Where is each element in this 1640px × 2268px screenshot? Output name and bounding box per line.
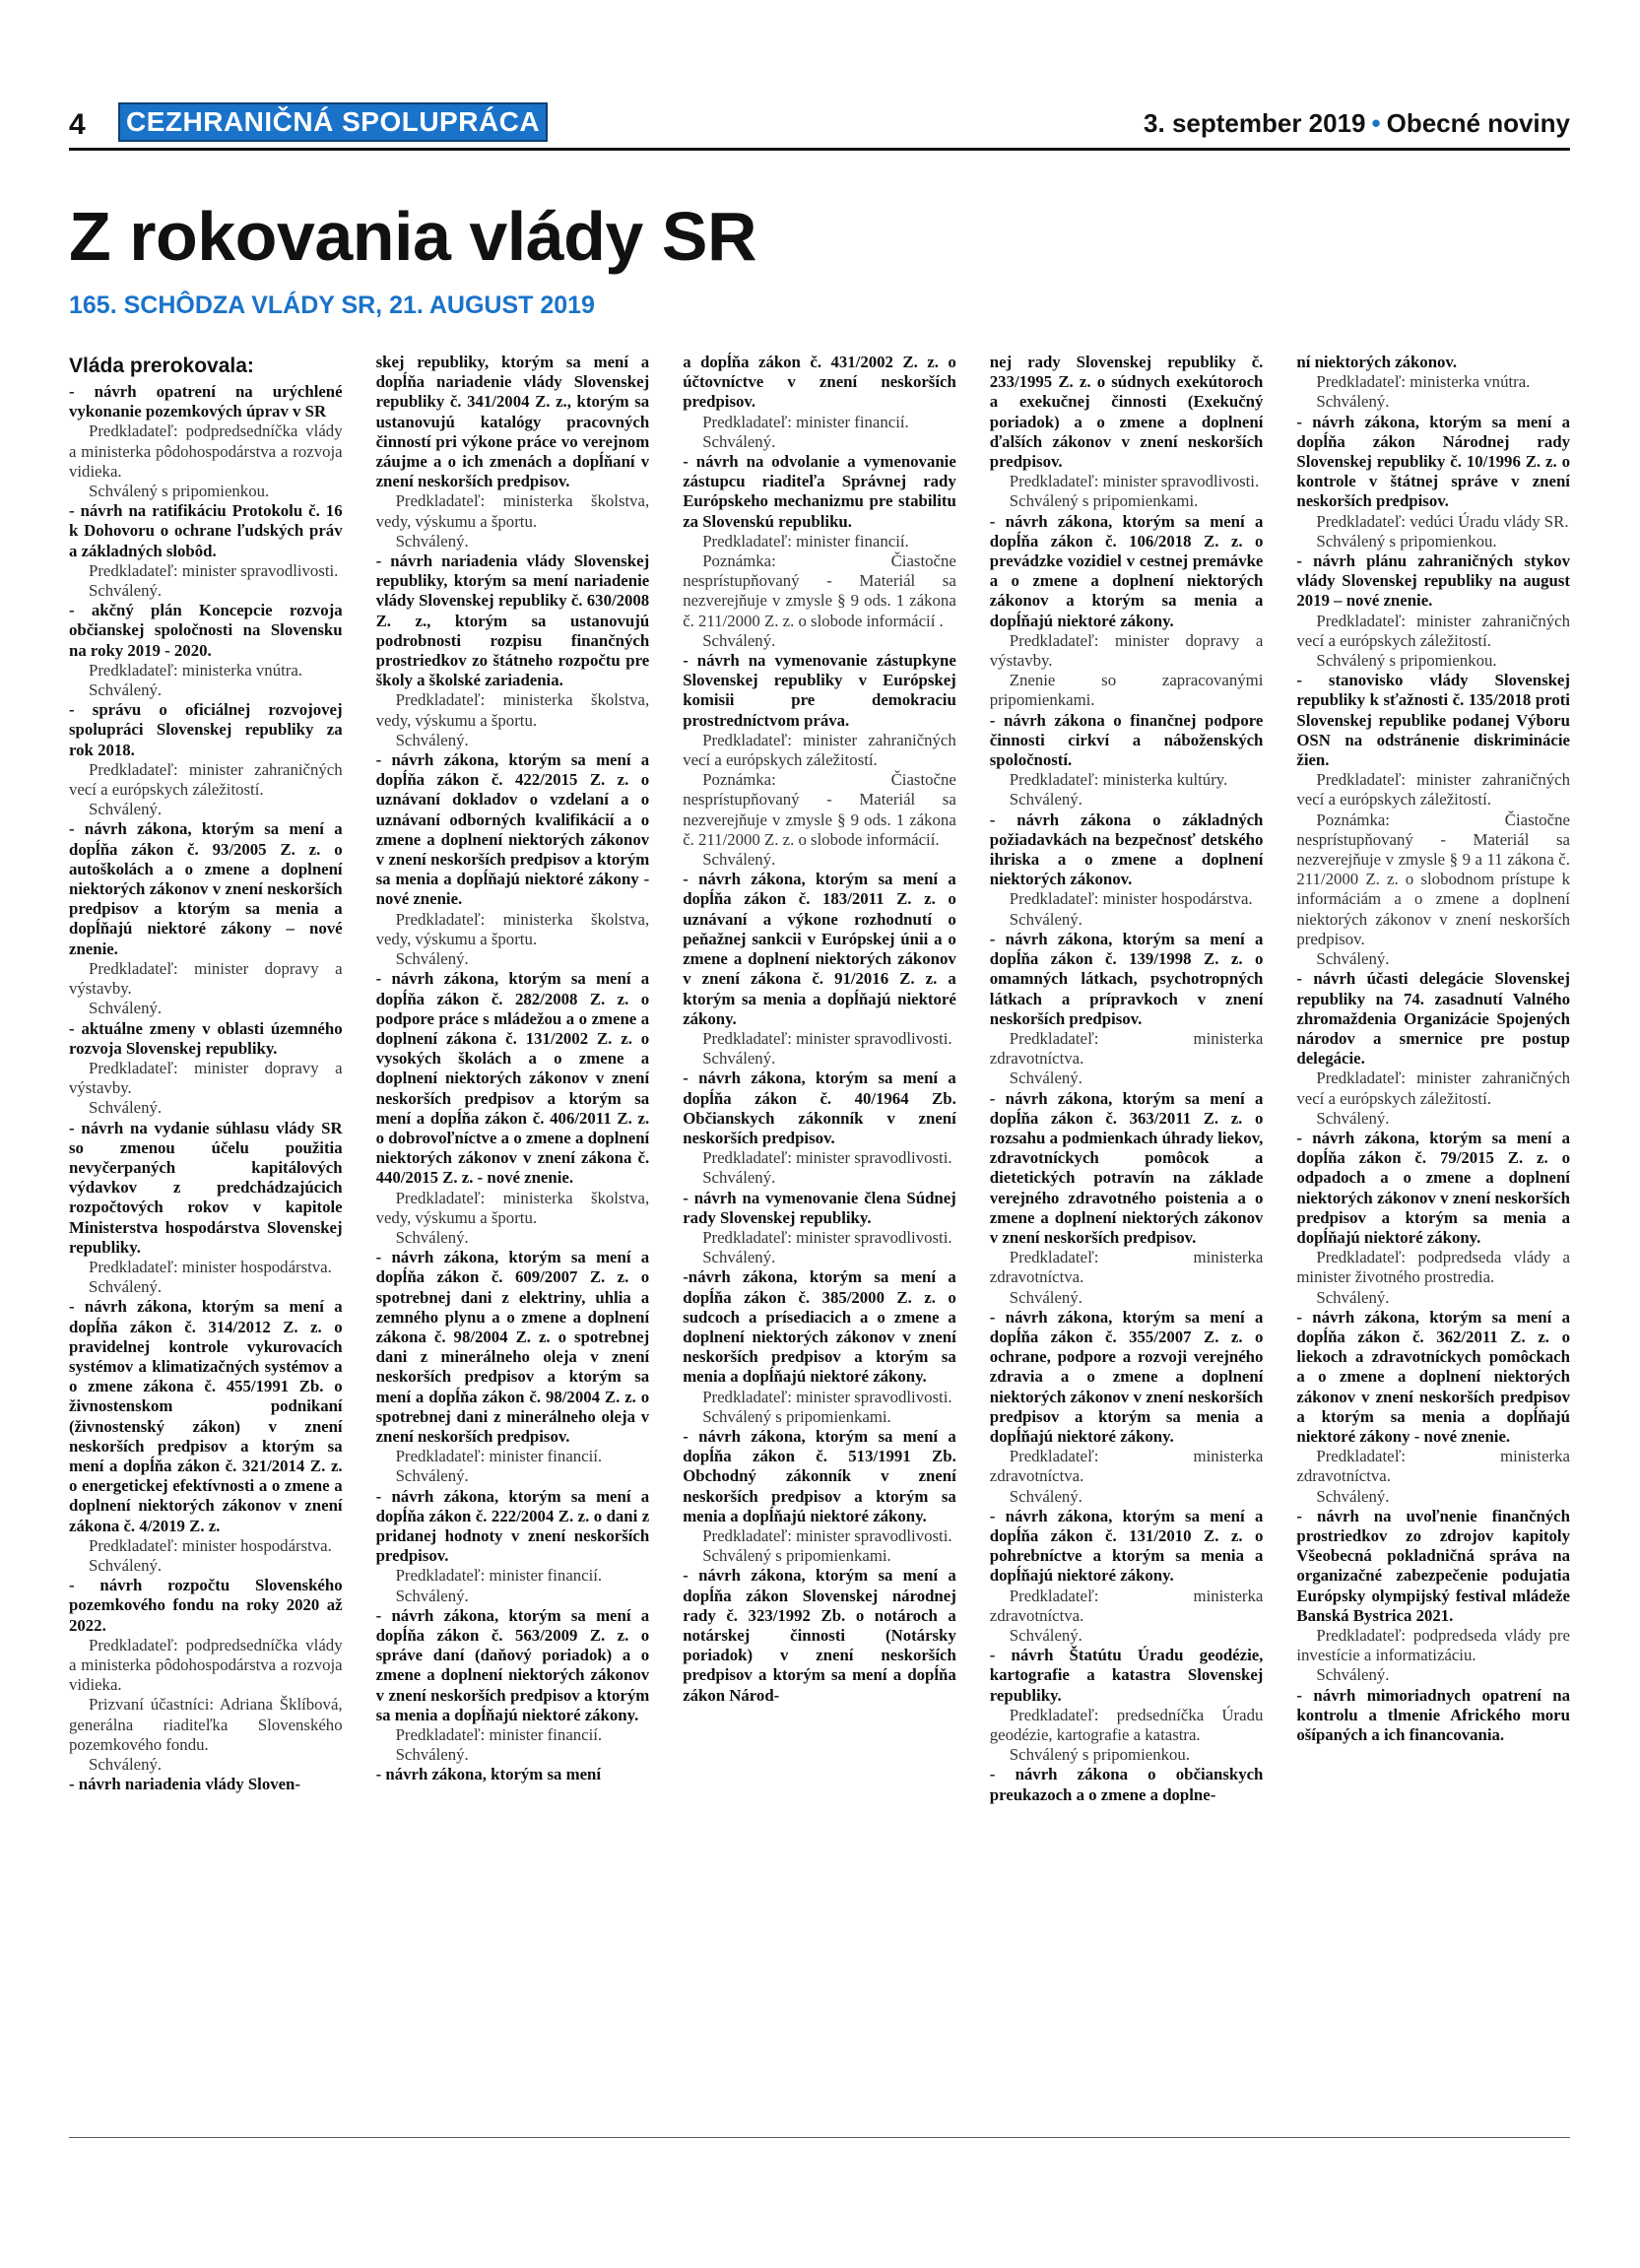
agenda-note: Schválený. <box>1009 1069 1082 1088</box>
agenda-note: Predkladateľ: vedúci Úradu vlády SR. <box>1316 511 1569 531</box>
agenda-note: Predkladateľ: minister financií. <box>395 1725 603 1745</box>
agenda-note: Schválený. <box>702 1248 776 1267</box>
agenda-note: Predkladateľ: minister dopravy a výstavby. <box>69 958 343 999</box>
agenda-item: - návrh zákona, ktorým sa mení a dopĺňa zákon č. 355/2007 Z. z. o ochrane, podpore a rozvoji verejného zdravia a o zmene a doplnení niektorých zákonov v znení neskorších predpisov a ktorým sa menia a dopĺňajú niektoré zákony. <box>989 1307 1264 1446</box>
agenda-item: - návrh nariadenia vlády Sloven- <box>69 1775 300 1794</box>
header-rule <box>69 148 1570 151</box>
agenda-note: Predkladateľ: minister financií. <box>702 412 909 431</box>
agenda-note: Predkladateľ: minister spravodlivosti. <box>89 560 339 580</box>
lead-label: Vláda prerokovala: <box>69 355 254 377</box>
agenda-note: Schválený s pripomienkami. <box>702 1546 891 1566</box>
column-5 <box>1296 353 1570 2106</box>
agenda-item: - návrh zákona, ktorým sa mení a dopĺňa zákon č. 513/1991 Zb. Obchodný zákonník v znení neskorších predpisov a ktorým sa menia a dopĺňajú niektoré zákony. <box>683 1426 956 1525</box>
agenda-note: Predkladateľ: ministerka zdravotníctva. <box>989 1447 1264 1486</box>
agenda-note: Znenie so zapracovanými pripomienkami. <box>989 671 1264 710</box>
agenda-item: - návrh Štatútu Úradu geodézie, kartografie a katastra Slovenskej republiky. <box>989 1646 1264 1705</box>
agenda-note: Schválený. <box>89 800 163 819</box>
agenda-note: Schválený. <box>1316 1486 1390 1506</box>
agenda-note: Schválený. <box>395 730 469 749</box>
agenda-note: Poznámka: Čiastočne nesprístupňovaný - Materiál sa nezverejňuje v zmysle § 9 a 11 zákona č. 211/2000 Z. z. o slobodnom prístupe k informáciám a o zmene a doplnení niektorých zákonov v znení neskorších predpisov. <box>1296 810 1570 948</box>
agenda-item: skej republiky, ktorým sa mení a dopĺňa nariadenie vlády Slovenskej republiky č. 341/2004 Z. z., ktorým sa ustanovujú katalógy pracovných činností pri výkone práce vo verejnom záujme a o ich zmenách a dopĺňaní v znení neskorších predpisov. <box>375 353 650 491</box>
agenda-item: - návrh zákona, ktorým sa mení a dopĺňa zákon č. 139/1998 Z. z. o omamných látkach, psychotropných látkach a prípravkoch v znení neskorších predpisov. <box>989 929 1264 1028</box>
agenda-note: Predkladateľ: minister spravodlivosti. <box>702 1227 952 1247</box>
agenda-item: - návrh zákona, ktorým sa mení a dopĺňa zákon č. 106/2018 Z. z. o prevádzke vozidiel v cestnej premávke a o zmene a doplnení niektorých zákonov a ktorým sa menia a dopĺňajú niektoré zákony. <box>989 511 1264 630</box>
agenda-note: Schválený. <box>1009 790 1082 810</box>
agenda-note: Schválený. <box>395 949 469 969</box>
agenda-item: - návrh na vydanie súhlasu vlády SR so zmenou účelu použitia nevyčerpaných kapitálových výdavkov z predchádzajúcich rozpočtových rokov v kapitole Ministerstva hospodárstva Slovenskej republiky. <box>69 1118 343 1257</box>
agenda-item: a dopĺňa zákon č. 431/2002 Z. z. o účtovníctve v znení neskorších predpisov. <box>683 353 956 412</box>
agenda-item: ní niektorých zákonov. <box>1296 353 1458 371</box>
agenda-item: - návrh zákona o základných požiadavkách na bezpečnosť detského ihriska a o zmene a doplnení niektorých zákonov. <box>989 810 1264 889</box>
agenda-note: Schválený. <box>395 1466 469 1486</box>
article-title: Z rokovania vlády SR <box>69 198 757 275</box>
agenda-note: Predkladateľ: minister zahraničných vecí a európskych záležitostí. <box>683 730 956 770</box>
agenda-item: - návrh mimoriadnych opatrení na kontrolu a tlmenie Afrického moru ošípaných a ich financovania. <box>1296 1685 1570 1745</box>
agenda-note: Poznámka: Čiastočne nesprístupňovaný - Materiál sa nezverejňuje v zmysle § 9 ods. 1 zákona č. 211/2000 Z. z. o slobode informácií . <box>683 551 956 630</box>
agenda-note: Schválený. <box>702 630 776 650</box>
article-subtitle: 165. SCHÔDZA VLÁDY SR, 21. AUGUST 2019 <box>69 292 595 319</box>
agenda-note: Predkladateľ: minister zahraničných vecí a európskych záležitostí. <box>1296 1069 1570 1108</box>
agenda-item: - návrh zákona, ktorým sa mení a dopĺňa zákon č. 79/2015 Z. z. o odpadoch a o zmene a doplnení niektorých zákonov v znení neskorších predpisov a ktorým sa menia a dopĺňajú niektoré zákony. <box>1296 1128 1570 1247</box>
agenda-note: Predkladateľ: ministerka vnútra. <box>89 660 302 680</box>
agenda-note: Predkladateľ: ministerka vnútra. <box>1316 372 1531 392</box>
agenda-note: Predkladateľ: minister hospodárstva. <box>89 1257 332 1276</box>
agenda-note: Predkladateľ: minister spravodlivosti. <box>702 1028 952 1048</box>
agenda-note: Schválený. <box>1316 1108 1390 1128</box>
agenda-item: - návrh nariadenia vlády Slovenskej republiky, ktorým sa mení nariadenie vlády Slovenskej republiky č. 630/2008 Z. z., ktorým sa ustanovujú podrobnosti rozpisu finančných prostriedkov zo štátneho rozpočtu pre školy a školské zariadenia. <box>375 551 650 690</box>
agenda-item: - návrh zákona o finančnej podpore činnosti cirkví a náboženských spoločností. <box>989 710 1264 770</box>
agenda-note: Schválený. <box>1316 1287 1390 1307</box>
agenda-note: Predkladateľ: ministerka školstva, vedy, výskumu a športu. <box>375 491 650 531</box>
agenda-note: Predkladateľ: ministerka zdravotníctva. <box>989 1248 1264 1287</box>
agenda-note: Schválený s pripomienkou. <box>1316 531 1497 551</box>
agenda-note: Schválený. <box>702 850 776 870</box>
agenda-note: Predkladateľ: minister financií. <box>395 1447 603 1466</box>
agenda-item: - návrh rozpočtu Slovenského pozemkového fondu na roky 2020 až 2022. <box>69 1576 343 1635</box>
agenda-note: Schválený. <box>702 1049 776 1069</box>
agenda-note: Schválený. <box>1009 1626 1082 1645</box>
agenda-item: - návrh účasti delegácie Slovenskej republiky na 74. zasadnutí Valného zhromaždenia Organizácie Spojených národov a smernice pre postup delegácie. <box>1296 969 1570 1069</box>
agenda-note: Schválený. <box>702 431 776 451</box>
agenda-item: - návrh zákona, ktorým sa mení a dopĺňa zákon č. 183/2011 Z. z. o uznávaní a výkone rozhodnutí o peňažnej sankcii v Európskej únii a o zmene a doplnení niektorých zákonov v znení zákona č. 91/2016 Z. z. a ktorým sa menia a dopĺňajú niektoré zákony. <box>683 870 956 1028</box>
agenda-item: - návrh zákona, ktorým sa mení a dopĺňa zákon č. 563/2009 Z. z. o správe daní (daňový poriadok) a o zmene a doplnení niektorých zákonov v znení neskorších predpisov a ktorým sa menia a dopĺňajú niektoré zákony. <box>375 1605 650 1724</box>
agenda-note: Schválený. <box>395 1586 469 1605</box>
article-body <box>69 353 1570 2106</box>
agenda-item: - návrh zákona, ktorým sa mení a dopĺňa zákon č. 93/2005 Z. z. o autoškolách a o zmene a doplnení niektorých zákonov v znení neskorších predpisov a ktorým sa menia a dopĺňajú niektoré zákony – nové znenie. <box>69 819 343 958</box>
agenda-note: Schválený. <box>1316 1665 1390 1685</box>
footer-rule <box>69 2137 1570 2138</box>
agenda-item: - návrh zákona, ktorým sa mení a dopĺňa zákon č. 222/2004 Z. z. o dani z pridanej hodnoty v znení neskorších predpisov. <box>375 1486 650 1566</box>
column-1 <box>69 353 343 2106</box>
agenda-item: - návrh na ratifikáciu Protokolu č. 16 k Dohovoru o ochrane ľudských práv a základných slobôd. <box>69 501 343 560</box>
column-3 <box>683 353 956 2106</box>
column-2 <box>376 353 650 2106</box>
agenda-note: Schválený s pripomienkami. <box>1009 491 1199 511</box>
agenda-note: Schválený. <box>89 999 163 1018</box>
agenda-note: Predkladateľ: ministerka zdravotníctva. <box>989 1028 1264 1069</box>
agenda-note: Schválený. <box>89 1277 163 1297</box>
agenda-note: Predkladateľ: ministerka školstva, vedy, výskumu a športu. <box>375 1188 650 1227</box>
agenda-note: Schválený s pripomienkou. <box>1009 1745 1190 1765</box>
agenda-item: - stanovisko vlády Slovenskej republiky k sťažnosti č. 135/2018 proti Slovenskej republike podanej Výboru OSN na odstránenie diskriminácie žien. <box>1296 671 1570 770</box>
page-number: 4 <box>69 108 86 141</box>
agenda-item: - správu o oficiálnej rozvojovej spolupráci Slovenskej republiky za rok 2018. <box>69 700 343 759</box>
agenda-note: Schválený. <box>89 581 163 601</box>
agenda-item: - akčný plán Koncepcie rozvoja občianskej spoločnosti na Slovensku na roky 2019 - 2020. <box>69 601 343 660</box>
agenda-note: Predkladateľ: minister zahraničných vecí a európskych záležitostí. <box>69 759 343 800</box>
masthead <box>1144 108 1570 139</box>
agenda-item: - návrh na uvoľnenie finančných prostriedkov zo zdrojov kapitoly Všeobecná pokladničná správa na organizačné zabezpečenie podujatia Európsky olympijský festival mládeže Banská Bystrica 2021. <box>1296 1506 1570 1625</box>
agenda-note: Predkladateľ: minister financií. <box>395 1566 603 1586</box>
agenda-note: Prizvaní účastníci: Adriana Šklíbová, generálna riaditeľka Slovenského pozemkového fondu. <box>69 1695 343 1754</box>
agenda-note: Schválený s pripomienkou. <box>89 482 270 501</box>
agenda-item: - návrh na odvolanie a vymenovanie zástupcu riaditeľa Správnej rady Európskeho mechanizmu pre stabilitu za Slovenskú republiku. <box>683 452 956 531</box>
agenda-item: - návrh plánu zahraničných stykov vlády Slovenskej republiky na august 2019 – nové znenie. <box>1296 551 1570 611</box>
agenda-item: - návrh zákona, ktorým sa mení a dopĺňa zákon č. 609/2007 Z. z. o spotrebnej dani z elektriny, uhlia a zemného plynu a o zmene a doplnení zákona č. 98/2004 Z. z. o spotrebnej dani z minerálneho oleja v znení neskorších predpisov a ktorým sa mení a dopĺňa zákon č. 98/2004 Z. z. o spotrebnej dani z minerálneho oleja v znení neskorších predpisov. <box>375 1248 650 1446</box>
page-header <box>69 102 1570 146</box>
agenda-item: - aktuálne zmeny v oblasti územného rozvoja Slovenskej republiky. <box>69 1018 343 1058</box>
agenda-item: - návrh zákona, ktorým sa mení <box>375 1765 602 1784</box>
agenda-note: Schválený. <box>1316 392 1390 412</box>
agenda-item: - návrh zákona, ktorým sa mení a dopĺňa zákon č. 422/2015 Z. z. o uznávaní dokladov o vzdelaní a o uznávaní odborných kvalifikácií a o zmene a doplnení niektorých zákonov v znení neskorších predpisov a ktorým sa menia a dopĺňajú niektoré zákony - nové znenie. <box>375 750 650 909</box>
agenda-note: Predkladateľ: ministerka školstva, vedy, výskumu a športu. <box>375 690 650 730</box>
agenda-note: Predkladateľ: ministerka kultúry. <box>1009 770 1228 790</box>
agenda-item: - návrh zákona, ktorým sa mení a dopĺňa zákon č. 40/1964 Zb. Občianskych zákonník v znení neskorších predpisov. <box>683 1069 956 1147</box>
agenda-note: Schválený. <box>89 1098 163 1118</box>
agenda-note: Predkladateľ: minister zahraničných vecí a európskych záležitostí. <box>1296 611 1570 650</box>
agenda-note: Predkladateľ: podpredsedníčka vlády a ministerka pôdohospodárstva a rozvoja vidieka. <box>69 421 343 481</box>
agenda-note: Predkladateľ: minister hospodárstva. <box>89 1535 332 1555</box>
agenda-note: Schválený. <box>702 1168 776 1188</box>
agenda-note: Schválený. <box>1009 909 1082 929</box>
agenda-note: Predkladateľ: minister dopravy a výstavby. <box>989 630 1264 671</box>
agenda-note: Predkladateľ: podpredseda vlády a minister životného prostredia. <box>1296 1248 1570 1287</box>
agenda-note: Predkladateľ: minister spravodlivosti. <box>702 1525 952 1545</box>
agenda-note: Poznámka: Čiastočne nesprístupňovaný - Materiál sa nezverejňuje v zmysle § 9 ods. 1 zákona č. 211/2000 Z. z. o slobode informácií. <box>683 770 956 849</box>
agenda-note: Schválený. <box>395 531 469 551</box>
agenda-note: Predkladateľ: minister spravodlivosti. <box>702 1148 952 1168</box>
agenda-note: Schválený. <box>395 1227 469 1247</box>
agenda-item: -návrh zákona, ktorým sa mení a dopĺňa zákon č. 385/2000 Z. z. o sudcoch a prísediacich a o zmene a doplnení niektorých zákonov v znení neskorších predpisov a ktorým sa menia a dopĺňajú niektoré zákony. <box>683 1267 956 1387</box>
agenda-note: Predkladateľ: minister dopravy a výstavby. <box>69 1058 343 1098</box>
agenda-note: Schválený. <box>89 1755 163 1775</box>
agenda-note: Schválený. <box>1009 1486 1082 1506</box>
agenda-note: Predkladateľ: podpredseda vlády pre investície a informatizáciu. <box>1296 1626 1570 1665</box>
agenda-item: - návrh na vymenovanie zástupkyne Slovenskej republiky v Európskej komisii pre demokraciu prostredníctvom práva. <box>683 651 956 730</box>
agenda-note: Predkladateľ: ministerka školstva, vedy, výskumu a športu. <box>375 909 650 948</box>
agenda-note: Predkladateľ: ministerka zdravotníctva. <box>989 1586 1264 1625</box>
agenda-item: - návrh zákona, ktorým sa mení a dopĺňa zákon č. 314/2012 Z. z. o pravidelnej kontrole vykurovacích systémov a klimatizačných systémov a o zmene zákona č. 455/1991 Zb. o živnostenskom podnikaní (živnostenský zákon) v znení neskorších predpisov a ktorým sa mení a dopĺňa zákon č. 321/2014 Z. z. o energetickej efektívnosti a o zmene a doplnení niektorých zákonov v znení zákona č. 4/2019 Z. z. <box>69 1297 343 1535</box>
agenda-note: Schválený s pripomienkami. <box>702 1406 891 1426</box>
agenda-item: - návrh zákona, ktorým sa mení a dopĺňa zákon č. 131/2010 Z. z. o pohrebníctve a ktorým sa menia a dopĺňajú niektoré zákony. <box>989 1506 1264 1586</box>
agenda-note: Schválený. <box>395 1745 469 1765</box>
agenda-note: Schválený s pripomienkou. <box>1316 651 1497 671</box>
column-4 <box>990 353 1264 2106</box>
agenda-note: Schválený. <box>1316 949 1390 969</box>
agenda-note: Predkladateľ: minister zahraničných vecí a európskych záležitostí. <box>1296 770 1570 810</box>
agenda-note: Schválený. <box>1009 1287 1082 1307</box>
agenda-note: Schválený. <box>89 1555 163 1575</box>
agenda-item: - návrh zákona, ktorým sa mení a dopĺňa zákon č. 282/2008 Z. z. o podpore práce s mládežou a o zmene a doplnení zákona č. 131/2002 Z. z. o vysokých školách a o zmene a doplnení niektorých zákonov v znení neskorších predpisov a ktorým sa mení a dopĺňa zákon č. 406/2011 Z. z. o dobrovoľníctve a o zmene a doplnení niektorých zákonov v znení zákona č. 440/2015 Z. z. - nové znenie. <box>375 969 650 1188</box>
agenda-item: - návrh opatrení na urýchlené vykonanie pozemkových úprav v SR <box>69 382 343 421</box>
agenda-item: - návrh zákona, ktorým sa mení a dopĺňa zákon č. 363/2011 Z. z. o rozsahu a podmienkach úhrady liekov, zdravotníckych pomôcok a dietetických potravín na základe verejného zdravotného poistenia a o zmene a doplnení niektorých zákonov v znení neskorších predpisov. <box>989 1088 1264 1247</box>
agenda-note: Schválený. <box>89 680 163 700</box>
agenda-note: Predkladateľ: minister hospodárstva. <box>1009 889 1253 909</box>
agenda-item: - návrh zákona, ktorým sa mení a dopĺňa zákon Národnej rady Slovenskej republiky č. 10/1996 Z. z. o kontrole v štátnej správe v znení neskorších predpisov. <box>1296 412 1570 511</box>
agenda-note: Predkladateľ: minister spravodlivosti. <box>1009 472 1260 491</box>
publication-name: Obecné noviny <box>1386 108 1570 138</box>
agenda-note: Predkladateľ: minister spravodlivosti. <box>702 1387 952 1406</box>
agenda-note: Predkladateľ: podpredsedníčka vlády a ministerka pôdohospodárstva a rozvoja vidieka. <box>69 1635 343 1695</box>
separator-dot: • <box>1371 108 1381 138</box>
issue-date: 3. september 2019 <box>1144 108 1366 138</box>
agenda-note: Predkladateľ: ministerka zdravotníctva. <box>1296 1447 1570 1486</box>
agenda-item: - návrh zákona o občianskych preukazoch a o zmene a doplne- <box>989 1765 1264 1804</box>
agenda-item: nej rady Slovenskej republiky č. 233/1995 Z. z. o súdnych exekútoroch a exekučnej činnosti (Exekučný poriadok) a o zmene a doplnení ďalších zákonov v znení neskorších predpisov. <box>989 353 1264 472</box>
agenda-note: Predkladateľ: predsedníčka Úradu geodézie, kartografie a katastra. <box>989 1705 1264 1745</box>
agenda-item: - návrh zákona, ktorým sa mení a dopĺňa zákon č. 362/2011 Z. z. o liekoch a zdravotníckych pomôckach a o zmene a doplnení niektorých zákonov v znení neskorších predpisov a ktorým sa menia a dopĺňajú niektoré zákony - nové znenie. <box>1296 1307 1570 1446</box>
agenda-item: - návrh zákona, ktorým sa mení a dopĺňa zákon Slovenskej národnej rady č. 323/1992 Zb. o notároch a notárskej činnosti (Notársky poriadok) v znení neskorších predpisov a ktorým sa mení a dopĺňa zákon Národ- <box>683 1566 956 1705</box>
agenda-item: - návrh na vymenovanie člena Súdnej rady Slovenskej republiky. <box>683 1188 956 1227</box>
agenda-note: Predkladateľ: minister financií. <box>702 531 909 551</box>
section-tag: CEZHRANIČNÁ SPOLUPRÁCA <box>118 102 548 142</box>
